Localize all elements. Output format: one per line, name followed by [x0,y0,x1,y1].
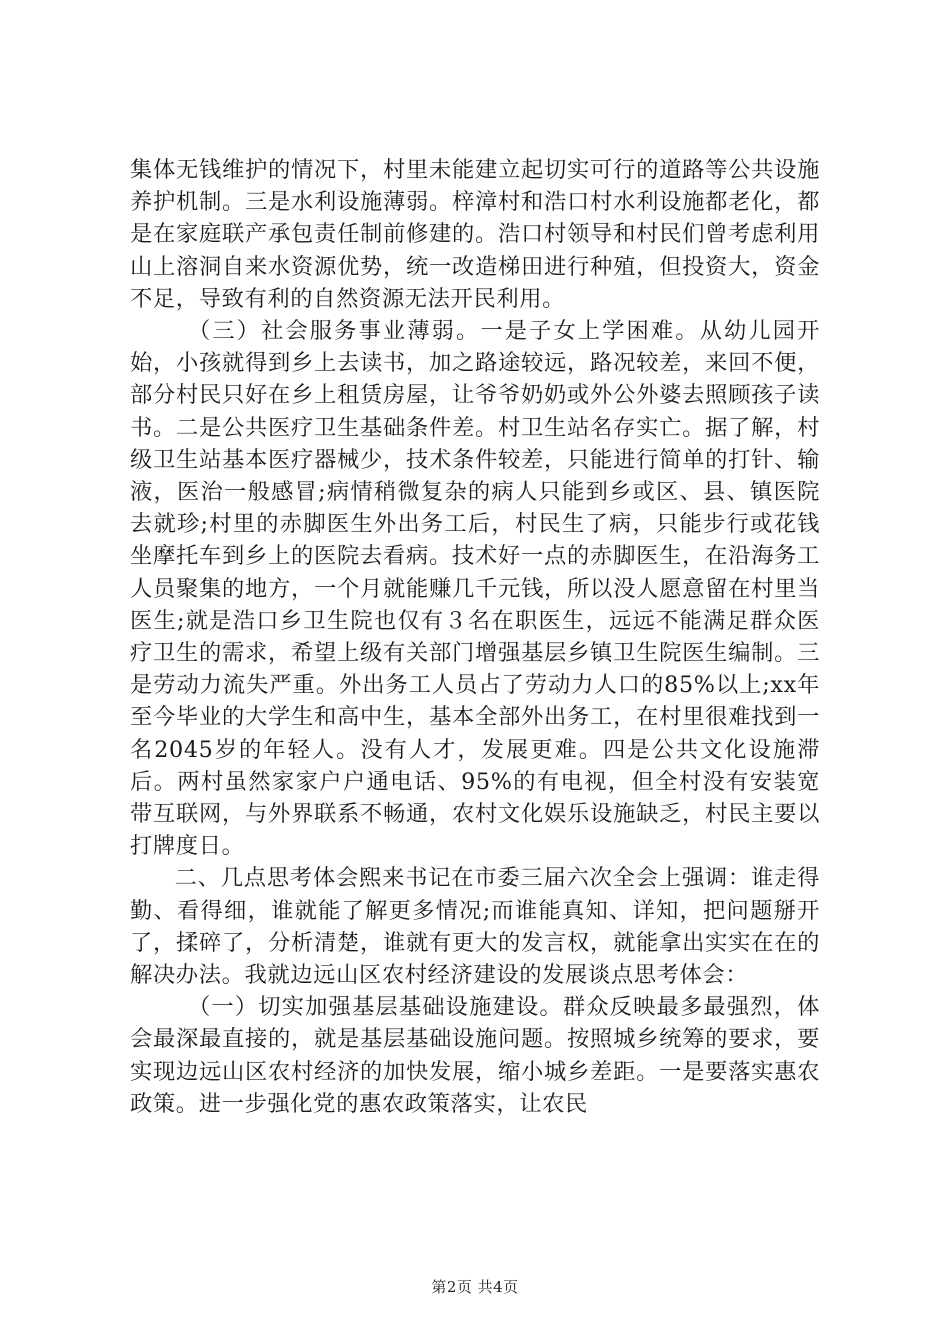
paragraph-continuation: 集体无钱维护的情况下，村里未能建立起切实可行的道路等公共设施养护机制。三是水利设施薄弱。梓漳村和浩口村水利设施都老化，都是在家庭联产承包责任制前修建的。浩口村领导和村民们曾考虑利用山上溶洞自来水资源优势，统一改造梯田进行种殖，但投资大，资金不足，导致有利的自然资源无法开民利用。 [130,157,820,312]
document-page [130,154,820,1120]
page-footer: 第2页 共4页 [431,1278,519,1296]
paragraph-reflections: 二、几点思考体会熙来书记在市委三届六次全会上强调：谁走得勤、看得细，谁就能了解更多情况;而谁能真知、详知，把问题掰开了，揉碎了，分析清楚，谁就有更大的发言权，就能拿出实实在在的解决办法。我就边远山区农村经济建设的发展谈点思考体会： [130,865,820,989]
paragraph-infrastructure: （一）切实加强基层基础设施建设。群众反映最多最强烈，体会最深最直接的，就是基层基础设施问题。按照城乡统筹的要求，要实现边远山区农村经济的加快发展，缩小城乡差距。一是要落实惠农政策。进一步强化党的惠农政策落实，让农民 [130,994,820,1117]
paragraph-social-services: （三）社会服务事业薄弱。一是子女上学困难。从幼儿园开始，小孩就得到乡上去读书，加之路途较远，路况较差，来回不便，部分村民只好在乡上租赁房屋，让爷爷奶奶或外公外婆去照顾孩子读书。二是公共医疗卫生基础条件差。村卫生站名存实亡。据了解，村级卫生站基本医疗器械少，技术条件较差，只能进行简单的打针、输液，医治一般感冒;病情稍微复杂的病人只能到乡或区、县、镇医院去就珍;村里的赤脚医生外出务工后，村民生了病，只能步行或花钱坐摩托车到乡上的医院去看病。技术好一点的赤脚医生，在沿海务工人员聚集的地方，一个月就能赚几千元钱，所以没人愿意留在村里当医生;就是浩口乡卫生院也仅有３名在职医生，远远不能满足群众医疗卫生的需求，希望上级有关部门增强基层乡镇卫生院医生编制。三是劳动力流失严重。外出务工人员占了劳动力人口的85%以上;xx年至今毕业的大学生和高中生，基本全部外出务工，在村里很难找到一名2045岁的年轻人。没有人才，发展更难。四是公共文化设施滞后。两村虽然家家户户通电话、95%的有电视，但全村没有安装宽带互联网，与外界联系不畅通，农村文化娱乐设施缺乏，村民主要以打牌度日。 [130,318,820,860]
